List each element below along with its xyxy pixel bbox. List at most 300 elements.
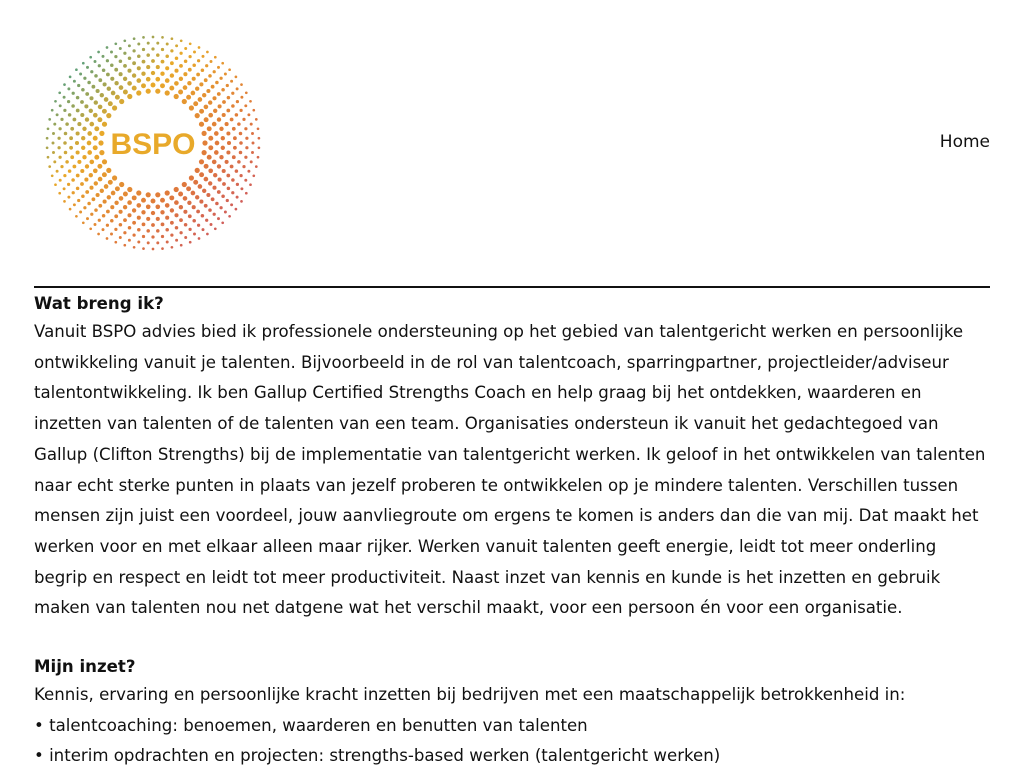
logo-dot	[204, 117, 209, 122]
logo-dot	[211, 197, 215, 201]
logo-dot	[235, 208, 238, 211]
main-content	[34, 291, 994, 768]
logo-dot	[75, 215, 78, 218]
logo-dot	[230, 118, 234, 122]
logo-dot	[128, 226, 132, 230]
logo-dot	[213, 70, 216, 73]
logo-dot	[161, 235, 164, 238]
logo-dot	[212, 96, 216, 100]
logo-dot	[245, 137, 248, 140]
logo-dot	[64, 151, 68, 155]
logo-dot	[161, 48, 164, 51]
section-paragraph: Kennis, ervaring en persoonlijke kracht inzetten bij bedrijven met een maatschappelijk betrokkenheid in:	[34, 685, 906, 705]
logo-dot	[221, 88, 225, 92]
logo-dot	[198, 97, 203, 102]
logo-dot	[48, 165, 51, 168]
logo-dot	[93, 168, 98, 173]
logo-dot	[208, 181, 212, 185]
logo-dot	[222, 182, 226, 186]
logo-dot	[96, 89, 100, 93]
logo-dot	[76, 174, 80, 178]
logo-dot	[202, 228, 205, 231]
logo-dot	[170, 208, 174, 212]
logo-dot	[110, 233, 113, 236]
logo-dot	[80, 100, 84, 104]
logo-dot	[210, 60, 213, 63]
logo-dot	[76, 96, 80, 100]
logo-dot	[180, 39, 183, 42]
logo-dot	[90, 213, 93, 216]
logo-dot	[89, 96, 93, 100]
logo-dot	[211, 85, 215, 89]
logo-dot	[184, 236, 187, 239]
logo-dot	[69, 76, 72, 79]
logo-dot	[112, 105, 117, 110]
logo-dot	[128, 239, 131, 242]
logo-dot	[231, 191, 234, 194]
logo-dot	[210, 223, 213, 226]
logo-dot	[215, 202, 219, 206]
logo-dot	[114, 241, 117, 244]
logo-dot	[83, 77, 86, 80]
logo-dot	[146, 77, 151, 82]
logo-dot	[106, 73, 110, 77]
logo-dot	[156, 241, 159, 244]
logo-dot	[165, 228, 169, 232]
logo-dot	[186, 95, 191, 100]
logo-dot	[119, 47, 122, 50]
logo-dot	[56, 113, 59, 116]
logo-dot	[68, 169, 72, 173]
logo-dot	[60, 165, 63, 168]
logo-dot	[222, 100, 226, 104]
logo-dot	[56, 170, 59, 173]
logo-dot	[127, 94, 132, 99]
logo-dot	[73, 203, 76, 206]
logo-dot	[165, 90, 170, 95]
logo-dot	[63, 109, 66, 112]
logo-dot	[240, 96, 243, 99]
logo-dot	[110, 219, 114, 223]
logo-dot	[245, 91, 248, 94]
logo-dot	[199, 172, 204, 177]
logo-dot	[115, 186, 120, 191]
logo-dot	[53, 123, 56, 126]
logo-dot	[225, 160, 229, 164]
logo-dot	[85, 117, 89, 121]
logo-dot	[174, 94, 179, 99]
logo-dot	[226, 150, 230, 154]
logo-dot	[147, 42, 150, 45]
logo-dot	[192, 64, 196, 68]
logo-dot	[204, 164, 209, 169]
logo-dot	[221, 221, 224, 224]
logo-dot	[258, 146, 261, 149]
logo-dot	[136, 203, 141, 208]
logo-dot	[142, 223, 146, 227]
logo-dot	[137, 228, 141, 232]
logo-dot	[112, 175, 117, 180]
logo-dot	[146, 217, 150, 221]
logo-dot	[250, 160, 253, 163]
logo-dot	[206, 51, 209, 54]
logo-dot	[73, 165, 77, 169]
logo-dot	[107, 87, 111, 91]
logo-dot	[80, 169, 84, 173]
logo-dot	[92, 197, 96, 201]
logo-dot	[151, 235, 154, 238]
logo-dot	[110, 51, 113, 54]
logo-dot	[100, 93, 104, 97]
logo-dot	[90, 70, 93, 73]
logo-dot	[219, 77, 222, 80]
logo-dot	[81, 88, 85, 92]
logo-dot	[160, 83, 165, 88]
logo-dot	[221, 146, 225, 150]
logo-dot	[83, 206, 86, 209]
logo-dot	[155, 77, 160, 82]
logo-dot	[161, 36, 164, 39]
logo-dot	[240, 187, 243, 190]
logo-dot	[133, 37, 136, 40]
logo-dot	[89, 160, 94, 165]
logo-dot	[239, 174, 242, 177]
logo-dot	[236, 100, 239, 103]
logo-dot	[69, 146, 73, 150]
logo-dot	[196, 73, 200, 77]
logo-dot	[87, 150, 92, 155]
logo-dot	[255, 118, 258, 121]
logo-dot	[110, 64, 114, 68]
logo-dot	[132, 195, 137, 200]
logo-dot	[127, 69, 131, 73]
logo-dot	[212, 186, 216, 190]
logo-dot	[141, 210, 145, 214]
logo-dot	[137, 54, 141, 58]
logo-dot	[127, 187, 132, 192]
logo-dot	[237, 122, 241, 126]
logo-dot	[208, 208, 212, 212]
logo-dot	[196, 210, 200, 214]
logo-dot	[180, 244, 183, 247]
logo-dot	[97, 164, 102, 169]
logo-dot	[65, 122, 69, 126]
logo-dot	[57, 137, 60, 140]
logo-dot	[192, 77, 196, 81]
logo-dot	[161, 223, 165, 227]
logo-dot	[188, 68, 192, 72]
logo-dot	[94, 74, 98, 78]
logo-dot	[128, 56, 132, 60]
logo-dot	[132, 221, 136, 225]
logo-dot	[111, 191, 116, 196]
logo-dot	[250, 123, 253, 126]
logo-dot	[160, 72, 164, 76]
logo-dot	[86, 217, 89, 220]
logo-dot	[156, 65, 160, 69]
logo-dot	[123, 218, 127, 222]
logo-dot	[183, 85, 188, 90]
logo-dot	[80, 113, 84, 117]
logo-dot	[212, 160, 217, 165]
logo-dot	[249, 183, 252, 186]
logo-dot	[102, 214, 106, 218]
logo-dot	[67, 100, 70, 103]
logo-dot	[108, 180, 113, 185]
logo-dot	[189, 175, 194, 180]
logo-dot	[86, 66, 89, 69]
logo-dot	[52, 151, 55, 154]
logo-dot	[169, 195, 174, 200]
logo-dot	[75, 141, 79, 145]
logo-dot	[67, 87, 70, 90]
logo-dot	[84, 178, 88, 182]
logo-dot	[166, 43, 169, 46]
logo-dot	[127, 200, 132, 205]
logo-dot	[213, 173, 217, 177]
logo-dot	[82, 62, 85, 65]
logo-dot	[98, 204, 102, 208]
logo-dot	[94, 208, 98, 212]
logo-dot	[98, 78, 102, 82]
logo-dot	[217, 217, 220, 220]
logo-dot	[102, 109, 107, 114]
logo-dot	[230, 203, 233, 206]
logo-dot	[206, 233, 209, 236]
logo-dot	[156, 217, 160, 221]
logo-dot	[184, 223, 188, 227]
logo-dot	[123, 205, 127, 209]
logo-dot	[142, 247, 145, 250]
logo-dot	[82, 155, 86, 159]
logo-dot	[136, 90, 141, 95]
logo-dot	[64, 132, 68, 136]
logo-dot	[251, 132, 254, 135]
logo-dot	[171, 246, 174, 249]
logo-dot	[204, 204, 208, 208]
logo-dot	[47, 156, 50, 159]
logo-dot	[227, 141, 231, 145]
logo-dot	[94, 126, 99, 131]
logo-dot	[199, 82, 203, 86]
logo-dot	[233, 146, 237, 150]
logo-dot	[193, 180, 198, 185]
logo-dot	[213, 109, 217, 113]
section-paragraph: Vanuit BSPO advies bied ik professionele ondersteuning op het gebied van talentgericht werken en persoonlijke ontwikkeling vanuit je talenten. Bijvoorbeeld in de rol van talentcoach, sparringpartner, projectleider/adviseur talentontwikkeling. Ik ben Gallup Certified Strengths Coach en help graag bij het ontdekken, waarderen en inzetten van talenten of de talenten van een team. Organisaties ondersteun ik vanuit het gedachtegoed van Gallup (Clifton Strengths) bij de implementatie van talentgericht werken. Ik geloof in het ontwikkelen van talenten naar echt sterke punten in plaats van jezelf proberen te ontwikkelen op je mindere talenten. Verschillen tussen mensen zijn juist een voordeel, jouw aanvliegroute om ergens te komen is anders dan die van mij. Dat maakt het werken voor en met elkaar alleen maar rijker. Werken vanuit talenten geeft energie, leidt tot meer onderling begrip en respect en leidt tot meer productiviteit. Naast inzet van kennis en kunde is het inzetten en gebruik maken van talenten nou net datgene wat het verschil maakt, voor een persoon én voor een organisatie.	[34, 322, 986, 618]
logo-dot	[214, 227, 217, 230]
logo-dot	[94, 223, 97, 226]
logo-dot	[51, 109, 54, 112]
logo-dot	[142, 60, 146, 64]
logo-dot	[102, 122, 107, 127]
logo-dot	[123, 77, 127, 81]
logo-dot	[174, 69, 178, 73]
logo-dot	[165, 216, 169, 220]
logo-dot	[191, 91, 196, 96]
logo-dot	[114, 55, 117, 58]
logo-dot	[214, 56, 217, 59]
logo-dot	[201, 214, 205, 218]
logo-dot	[217, 190, 221, 194]
logo-dot	[119, 210, 123, 214]
logo-dot	[93, 113, 98, 118]
logo-dot	[199, 109, 204, 114]
logo-dot	[106, 113, 111, 118]
logo-dot	[213, 213, 216, 216]
logo-dot	[174, 213, 178, 217]
logo-dot	[75, 68, 78, 71]
logo-dot	[111, 91, 116, 96]
logo-dot	[239, 151, 243, 155]
logo-dot	[156, 42, 159, 45]
logo-dot	[123, 52, 126, 55]
logo-dot	[142, 235, 145, 238]
logo-dot	[89, 109, 93, 113]
logo-dot	[71, 104, 75, 108]
logo-dot	[58, 127, 61, 130]
logo-dot	[151, 211, 155, 215]
logo-wordmark: BSPO	[110, 128, 196, 161]
logo-dot	[152, 36, 155, 39]
logo-dot	[160, 210, 164, 214]
logo-dot	[98, 177, 103, 182]
logo-dot	[257, 156, 260, 159]
logo-dot	[233, 136, 237, 140]
logo-dot	[155, 204, 160, 209]
logo-dot	[93, 145, 98, 150]
logo-dot	[236, 196, 239, 199]
logo-dot	[179, 77, 183, 81]
logo-dot	[204, 177, 209, 182]
logo-dot	[166, 241, 169, 244]
logo-dot	[179, 52, 182, 55]
logo-dot	[77, 160, 81, 164]
logo-dot	[51, 174, 54, 177]
logo-dot	[204, 105, 209, 110]
logo-dot	[146, 53, 150, 57]
logo-dot	[102, 55, 105, 58]
logo-dot	[160, 198, 165, 203]
logo-dot	[245, 146, 248, 149]
nav-home-link[interactable]: Home	[939, 132, 990, 152]
logo-dot	[242, 165, 245, 168]
logo-dot	[87, 202, 91, 206]
logo-dot	[76, 109, 80, 113]
logo-dot	[54, 100, 57, 103]
bullet-list	[34, 711, 994, 768]
logo-dot	[58, 91, 61, 94]
logo-dot	[123, 192, 128, 197]
logo-dot	[114, 201, 118, 205]
logo-dot	[114, 81, 118, 85]
logo-dot	[251, 151, 254, 154]
logo-dot	[59, 179, 62, 182]
bspo-logo[interactable]	[38, 30, 268, 260]
logo-dot	[192, 219, 196, 223]
logo-dot	[197, 59, 200, 62]
logo-dot	[240, 83, 243, 86]
logo-dot	[102, 228, 105, 231]
logo-dot	[226, 199, 229, 202]
logo-dot	[151, 71, 155, 75]
logo-dot	[146, 65, 150, 69]
logo-dot	[202, 93, 206, 97]
logo-dot	[217, 92, 221, 96]
logo-dot	[235, 169, 239, 173]
logo-dot	[58, 156, 61, 159]
logo-dot	[249, 100, 252, 103]
logo-dot	[252, 109, 255, 112]
logo-dot	[132, 86, 137, 91]
logo-dot	[132, 233, 135, 236]
logo-dot	[123, 39, 126, 42]
logo-dot	[218, 178, 222, 182]
logo-dot	[217, 66, 220, 69]
logo-dot	[184, 47, 187, 50]
logo-dot	[195, 168, 200, 173]
logo-dot	[221, 62, 224, 65]
logo-dot	[252, 174, 255, 177]
logo-dot	[231, 178, 235, 182]
logo-dot	[205, 64, 208, 67]
logo-dot	[224, 211, 227, 214]
logo-dot	[63, 96, 66, 99]
logo-dot	[202, 55, 205, 58]
logo-dot	[115, 95, 120, 100]
logo-dot	[235, 76, 238, 79]
logo-dot	[98, 219, 101, 222]
logo-dot	[63, 141, 67, 145]
logo-dot	[155, 192, 160, 197]
logo-dot	[193, 101, 198, 106]
logo-dot	[63, 187, 66, 190]
logo-dot	[161, 247, 164, 250]
logo-dot	[244, 104, 247, 107]
logo-dot	[106, 237, 109, 240]
logo-dot	[151, 199, 156, 204]
logo-dot	[98, 64, 101, 67]
logo-dot	[169, 86, 174, 91]
logo-dot	[230, 165, 234, 169]
logo-dot	[110, 205, 114, 209]
logo-dot	[245, 192, 248, 195]
logo-dot	[219, 155, 223, 159]
logo-dot	[87, 131, 92, 136]
logo-dot	[146, 89, 151, 94]
logo-dot	[195, 87, 199, 91]
logo-dot	[222, 113, 226, 117]
logo-dot	[170, 49, 173, 52]
logo-dot	[99, 131, 104, 136]
logo-dot	[87, 81, 91, 85]
logo-dot	[178, 192, 183, 197]
spacer	[34, 624, 994, 654]
logo-dot	[137, 43, 140, 46]
logo-dot	[53, 160, 56, 163]
logo-dot	[217, 164, 221, 168]
logo-dot	[92, 85, 96, 89]
logo-dot	[228, 215, 231, 218]
logo-dot	[215, 81, 219, 85]
logo-dot	[67, 196, 70, 199]
logo-dot	[97, 233, 100, 236]
logo-dot	[188, 228, 191, 231]
logo-dot	[231, 92, 234, 95]
logo-dot	[198, 46, 201, 49]
logo-dot	[202, 189, 206, 193]
logo-dot	[231, 104, 235, 108]
logo-dot	[175, 226, 179, 230]
